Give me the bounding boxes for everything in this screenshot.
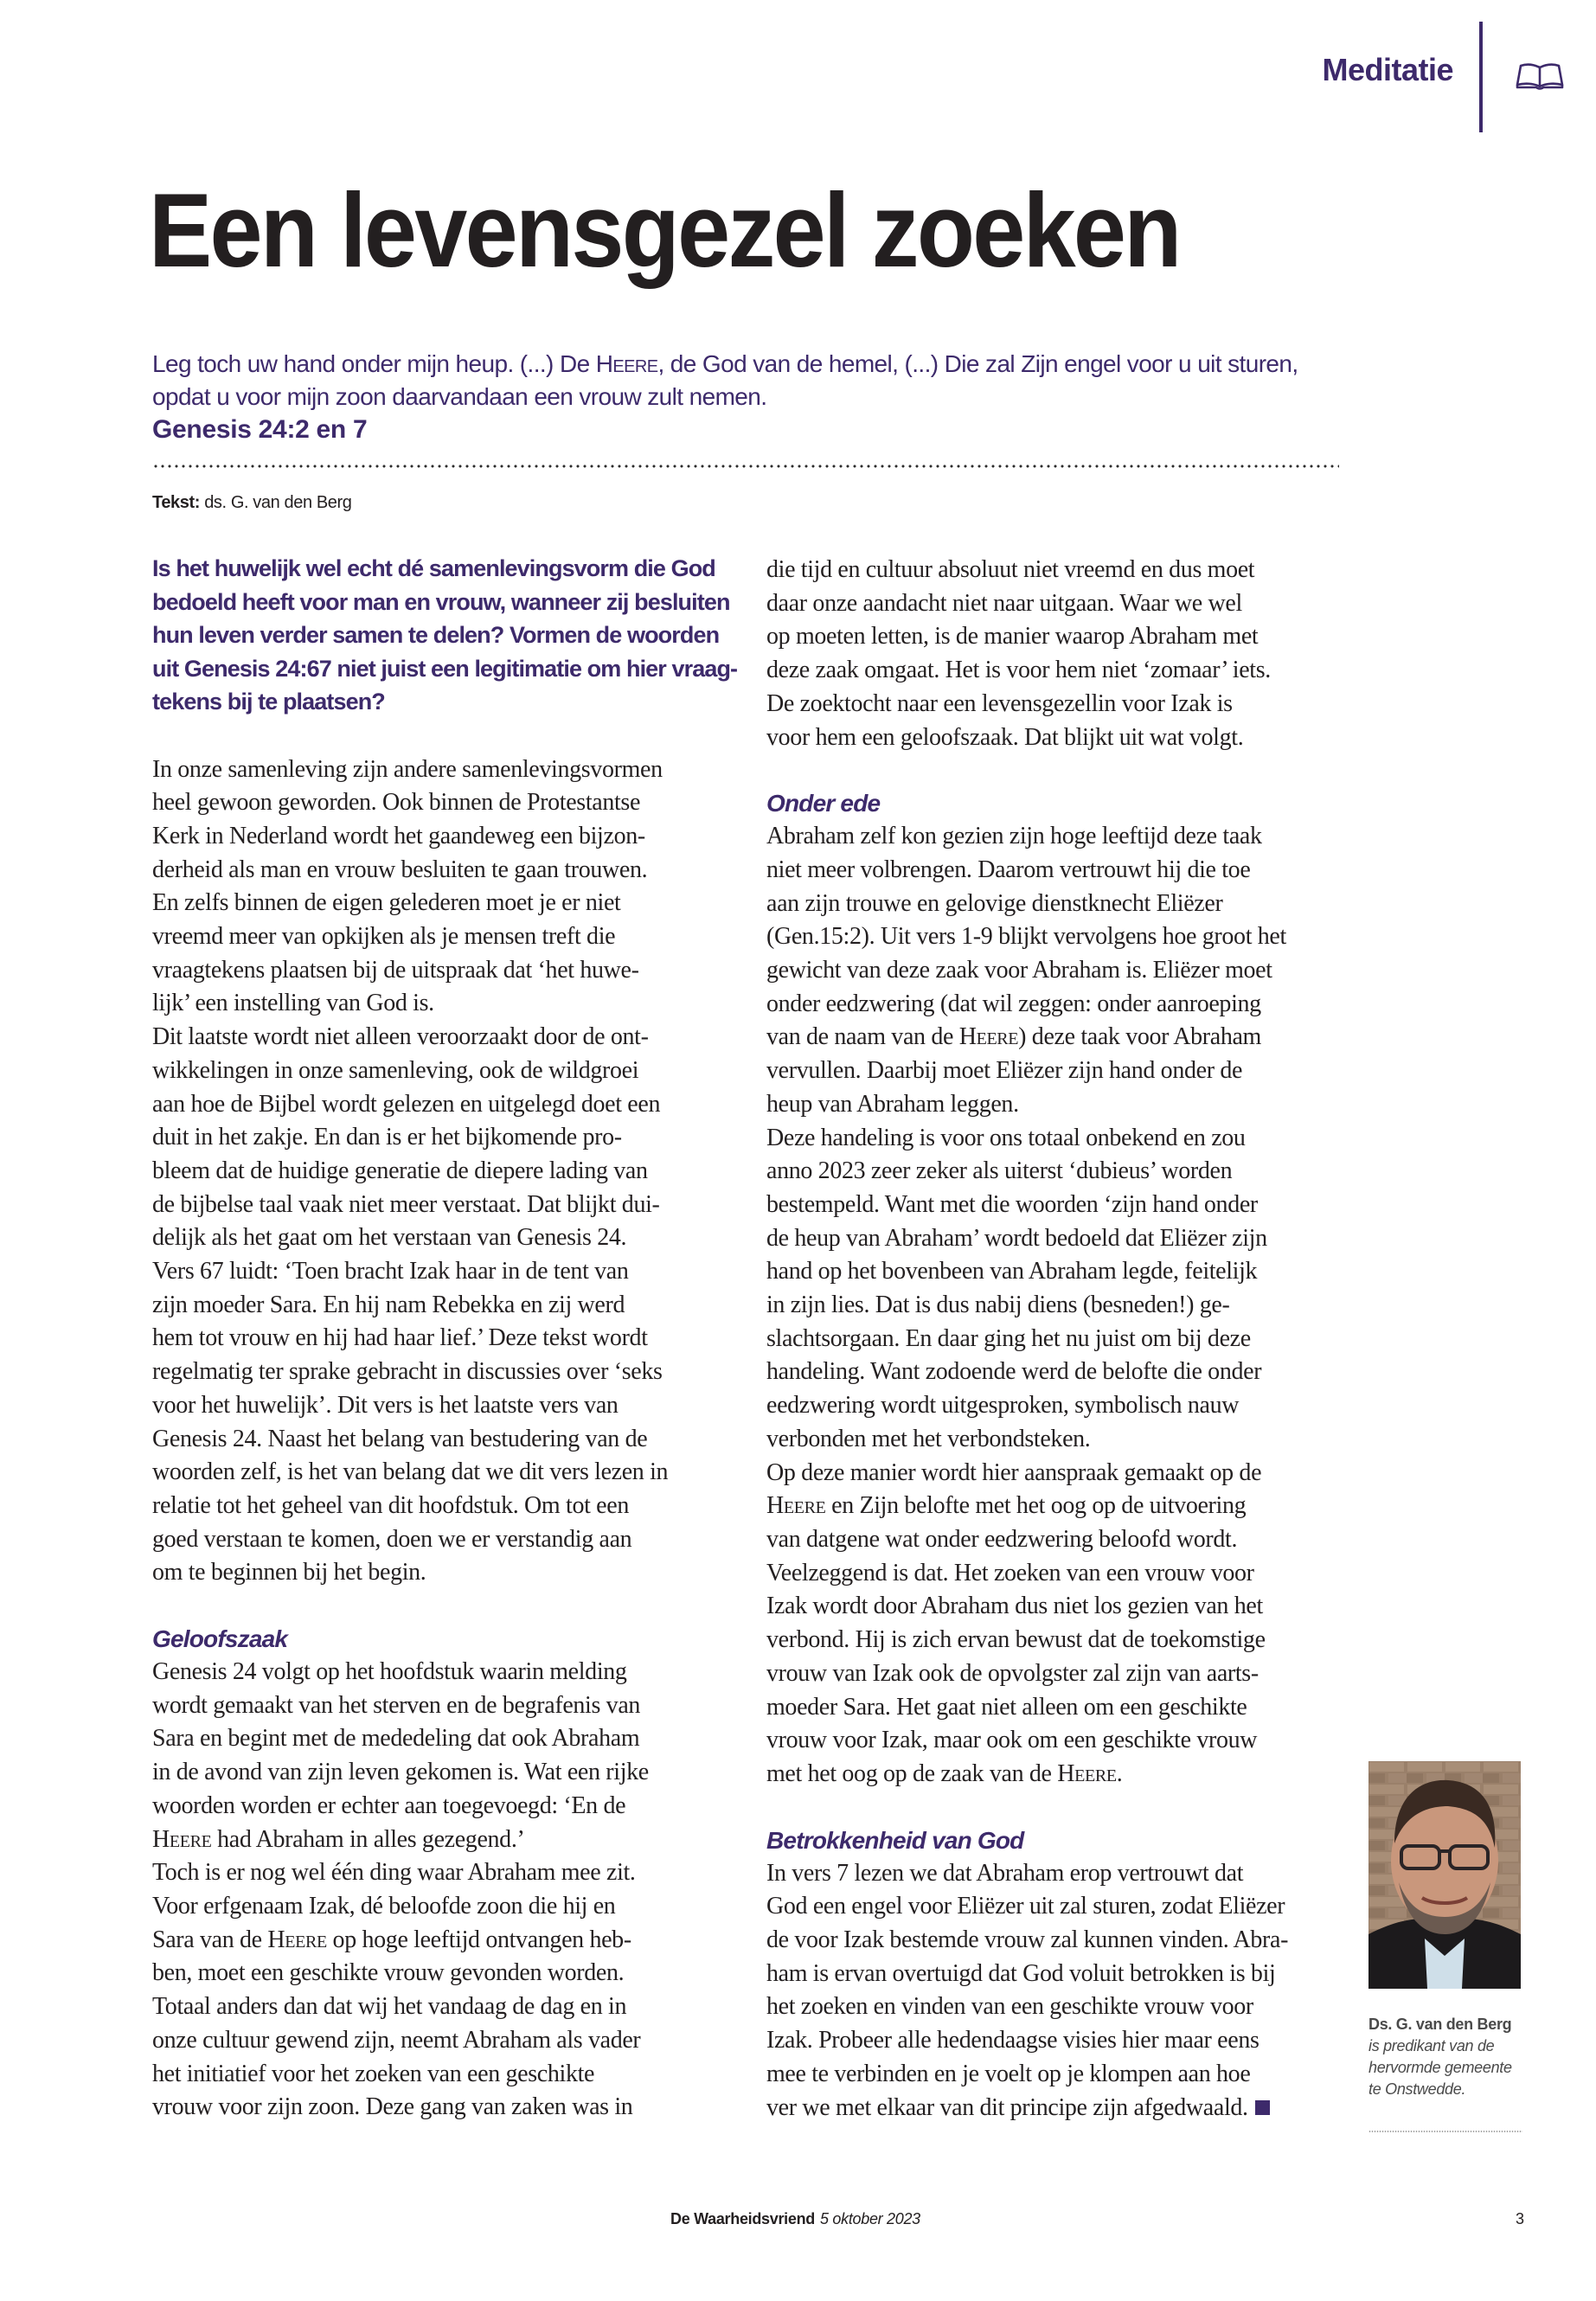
text-line: gewicht van deze zaak voor Abraham is. Eliëzer moet bbox=[766, 957, 1272, 984]
text-fragment: en Zijn belofte met het oog op de uitvoering bbox=[825, 1492, 1247, 1520]
text-line: (Gen.15:2). Uit vers 1-9 blijkt vervolgens hoe groot het bbox=[766, 923, 1286, 951]
text-line bbox=[766, 2092, 1346, 2125]
text-line: Genesis 24 volgt op het hoofdstuk waarin melding bbox=[152, 1658, 627, 1686]
text-line bbox=[766, 1490, 1346, 1523]
text-line: handeling. Want zodoende werd de belofte die onder bbox=[766, 1358, 1262, 1386]
text-fragment: . bbox=[1116, 1759, 1123, 1787]
text-line: in zijn lies. Dat is dus nabij diens (besneden!) ge- bbox=[766, 1292, 1230, 1319]
text-line: mee te verbinden en je voelt op je klompen aan hoe bbox=[766, 2060, 1251, 2087]
scripture-reference: Genesis 24:2 en 7 bbox=[152, 415, 368, 444]
paragraph-gap bbox=[766, 754, 1346, 787]
page-number: 3 bbox=[1516, 2210, 1525, 2227]
heere-smallcaps: Heere bbox=[267, 1926, 327, 1953]
body-paragraph bbox=[152, 753, 732, 1591]
text-line: Op deze manier wordt hier aanspraak gemaakt op de bbox=[766, 1458, 1262, 1486]
right-column bbox=[766, 554, 1346, 2125]
author-dotted-rule bbox=[1368, 2131, 1522, 2132]
text-line: de heup van Abraham’ wordt bedoeld dat Eliëzer zijn bbox=[766, 1224, 1267, 1252]
heere-smallcaps: Heere bbox=[766, 1492, 826, 1520]
text-fragment: ) deze taak voor Abraham bbox=[1018, 1023, 1261, 1051]
text-line: Deze handeling is voor ons totaal onbekend en zou bbox=[766, 1124, 1246, 1151]
text-line: aan zijn trouwe en gelovige dienstknecht Eliëzer bbox=[766, 889, 1223, 917]
section-label: Meditatie bbox=[1322, 52, 1453, 87]
text-line: om te beginnen bij het begin. bbox=[152, 1559, 426, 1586]
text-line: Totaal anders dan dat wij het vandaag de dag en in bbox=[152, 1993, 627, 2021]
text-line: bestempeld. Want met die woorden ‘zijn hand onder bbox=[766, 1190, 1258, 1218]
text-line: Genesis 24. Naast het belang van bestudering van de bbox=[152, 1425, 648, 1452]
text-line: ham is ervan overtuigd dat God voluit betrokken is bij bbox=[766, 1959, 1276, 1987]
issue-date: 5 oktober 2023 bbox=[820, 2210, 920, 2227]
text-line: hem tot vrouw en hij had haar lief.’ Deze tekst wordt bbox=[152, 1324, 648, 1352]
paragraph-gap bbox=[766, 1791, 1346, 1824]
byline-author: ds. G. van den Berg bbox=[204, 493, 352, 512]
text-line: Toch is er nog wel één ding waar Abraham mee zit. bbox=[152, 1859, 636, 1887]
text-line: verbond. Hij is zich ervan bewust dat de toekomstige bbox=[766, 1626, 1266, 1654]
text-line: aan hoe de Bijbel wordt gelezen en uitgelegd doet een bbox=[152, 1090, 661, 1118]
text-line: duit in het zakje. En dan is er het bijkomende pro- bbox=[152, 1124, 622, 1151]
publication-name: De Waarheidsvriend bbox=[670, 2210, 815, 2227]
text-line: Vers 67 luidt: ‘Toen bracht Izak haar in de tent van bbox=[152, 1258, 629, 1285]
text-line: regelmatig ter sprake gebracht in discussies over ‘seks bbox=[152, 1358, 663, 1386]
text-line bbox=[152, 1823, 732, 1857]
text-line: vrouw van Izak ook de opvolgster zal zijn van aarts- bbox=[766, 1659, 1259, 1687]
text-line: slachtsorgaan. En daar ging het nu juist om bij deze bbox=[766, 1324, 1251, 1352]
text-line: woorden zelf, is het van belang dat we dit vers lezen in bbox=[152, 1458, 669, 1486]
text-line: verbonden met het verbondsteken. bbox=[766, 1425, 1091, 1452]
text-line: niet meer volbrengen. Daarom vertrouwt hij die toe bbox=[766, 856, 1251, 883]
text-line: wordt gemaakt van het sterven en de begrafenis van bbox=[152, 1691, 641, 1719]
text-line: deze zaak omgaat. Het is voor hem niet ‘zomaar’ iets. bbox=[766, 657, 1271, 684]
text-line: het zoeken en vinden van een geschikte vrouw voor bbox=[766, 1993, 1253, 2021]
author-role: is predikant van de bbox=[1368, 2037, 1495, 2054]
byline-label: Tekst: bbox=[152, 493, 201, 512]
text-line: onze cultuur gewend zijn, neemt Abraham als vader bbox=[152, 2026, 641, 2054]
text-line: Veelzeggend is dat. Het zoeken van een vrouw voor bbox=[766, 1559, 1254, 1586]
text-line: lijk’ een instelling van God is. bbox=[152, 990, 434, 1017]
subheading-geloofszaak: Geloofszaak bbox=[152, 1625, 288, 1653]
text-line: delijk als het gaat om het verstaan van Genesis 24. bbox=[152, 1224, 627, 1252]
body-paragraph bbox=[152, 1656, 732, 2125]
text-line: woorden worden er echter aan toegevoegd: ‘En de bbox=[152, 1791, 626, 1819]
text-line: in de avond van zijn leven gekomen is. Wat een rijke bbox=[152, 1759, 649, 1786]
scripture-quote bbox=[152, 348, 1311, 413]
text-line: zijn moeder Sara. En hij nam Rebekka en zij werd bbox=[152, 1291, 625, 1318]
text-line: Dit laatste wordt niet alleen veroorzaakt door de ont- bbox=[152, 1023, 649, 1051]
body-paragraph bbox=[766, 554, 1346, 754]
page-footer bbox=[670, 2210, 920, 2228]
intro-line: hun leven verder samen te delen? Vormen de woorden bbox=[152, 622, 720, 648]
section-divider bbox=[1479, 22, 1483, 132]
text-line: vreemd meer van opkijken als je mensen treft die bbox=[152, 923, 616, 951]
heere-smallcaps: Heere bbox=[1057, 1759, 1117, 1787]
heere-smallcaps: Heere bbox=[595, 350, 658, 377]
intro-line: Is het huwelijk wel echt dé samenlevingsvorm die God bbox=[152, 555, 715, 581]
text-fragment: met het oog op de zaak van de bbox=[766, 1759, 1058, 1787]
text-line: moeder Sara. Het gaat niet alleen om een geschikte bbox=[766, 1693, 1247, 1721]
intro-line: bedoeld heeft voor man en vrouw, wanneer zij besluiten bbox=[152, 588, 730, 615]
text-line: En zelfs binnen de eigen gelederen moet je er niet bbox=[152, 889, 621, 917]
text-fragment: had Abraham in alles gezegend.’ bbox=[211, 1825, 525, 1853]
scripture-line-1 bbox=[152, 348, 1311, 381]
text-line: hand op het bovenbeen van Abraham legde, feitelijk bbox=[766, 1258, 1258, 1285]
end-of-article-square-icon bbox=[1255, 2100, 1270, 2115]
text-line: de voor Izak bestemde vrouw zal kunnen vinden. Abra- bbox=[766, 1926, 1289, 1954]
scripture-text: , de God van de hemel, (...) Die zal Zijn engel voor u uit sturen, bbox=[657, 350, 1298, 377]
text-line: Sara en begint met de mededeling dat ook Abraham bbox=[152, 1725, 640, 1753]
left-column bbox=[152, 552, 738, 2125]
body-paragraph bbox=[766, 1857, 1346, 2125]
text-line: relatie tot het geheel van dit hoofdstuk. Om tot een bbox=[152, 1491, 629, 1519]
body-paragraph bbox=[766, 820, 1346, 1791]
text-line: daar onze aandacht niet naar uitgaan. Waar we wel bbox=[766, 589, 1242, 617]
text-line: vervullen. Daarbij moet Eliëzer zijn hand onder de bbox=[766, 1057, 1243, 1085]
subheading-onder-ede: Onder ede bbox=[766, 790, 881, 817]
text-line: die tijd en cultuur absoluut niet vreemd en dus moet bbox=[766, 556, 1255, 583]
text-line: voor het huwelijk’. Dit vers is het laatste vers van bbox=[152, 1391, 619, 1419]
text-line bbox=[766, 1021, 1346, 1054]
author-caption bbox=[1368, 2014, 1533, 2100]
text-fragment: ver we met elkaar van dit principe zijn afgedwaald. bbox=[766, 2093, 1248, 2121]
text-line: derheid als man en vrouw besluiten te gaan trouwen. bbox=[152, 856, 648, 883]
text-line: de bijbelse taal vaak niet meer verstaat. Dat blijkt dui- bbox=[152, 1190, 660, 1218]
text-line: ben, moet een geschikte vrouw gevonden worden. bbox=[152, 1959, 625, 1987]
text-line: Izak wordt door Abraham dus niet los gezien van het bbox=[766, 1593, 1263, 1620]
text-line: God een engel voor Eliëzer uit zal sturen, zodat Eliëzer bbox=[766, 1893, 1285, 1920]
author-name: Ds. G. van den Berg bbox=[1368, 2016, 1512, 2033]
text-line: vraagtekens plaatsen bij de uitspraak dat ‘het huwe- bbox=[152, 956, 639, 984]
intro-line: uit Genesis 24:67 niet juist een legitimatie om hier vraag- bbox=[152, 655, 738, 682]
intro-line: tekens bij te plaatsen? bbox=[152, 689, 385, 715]
text-line: goed verstaan te komen, doen we er verstandig aan bbox=[152, 1525, 632, 1553]
paragraph-gap bbox=[152, 1590, 732, 1623]
text-line: Izak. Probeer alle hedendaagse visies hier maar eens bbox=[766, 2027, 1259, 2054]
text-line: heup van Abraham leggen. bbox=[766, 1090, 1019, 1118]
byline bbox=[152, 493, 351, 513]
text-line: bleem dat de huidige generatie de diepere lading van bbox=[152, 1157, 648, 1184]
text-line: De zoektocht naar een levensgezellin voor Izak is bbox=[766, 689, 1233, 717]
scripture-line-2: opdat u voor mijn zoon daarvandaan een vrouw zult nemen. bbox=[152, 383, 767, 410]
text-line: Voor erfgenaam Izak, dé beloofde zoon die hij en bbox=[152, 1893, 616, 1920]
heere-smallcaps: Heere bbox=[958, 1023, 1019, 1051]
text-line: vrouw voor Izak, maar ook om een geschikte vrouw bbox=[766, 1727, 1258, 1754]
text-line: vrouw voor zijn zoon. Deze gang van zaken was in bbox=[152, 2093, 633, 2121]
article-title: Een levensgezel zoeken bbox=[149, 171, 1180, 289]
author-portrait-photo bbox=[1368, 1761, 1521, 1989]
book-icon bbox=[1516, 62, 1564, 90]
text-line: In vers 7 lezen we dat Abraham erop vertrouwt dat bbox=[766, 1859, 1244, 1887]
author-role: te Onstwedde. bbox=[1368, 2080, 1466, 2098]
subheading-betrokkenheid-van-god: Betrokkenheid van God bbox=[766, 1826, 1024, 1854]
text-fragment: van de naam van de bbox=[766, 1023, 959, 1051]
text-line: Kerk in Nederland wordt het gaandeweg een bijzon- bbox=[152, 822, 645, 849]
text-line: wikkelingen in onze samenleving, ook de wildgroei bbox=[152, 1056, 639, 1084]
text-line: van datgene wat onder eedzwering beloofd wordt. bbox=[766, 1525, 1238, 1553]
intro-paragraph bbox=[152, 552, 738, 719]
text-fragment: op hoge leeftijd ontvangen heb- bbox=[326, 1926, 631, 1953]
scripture-text: Leg toch uw hand onder mijn heup. (...) De bbox=[152, 350, 596, 377]
text-line: voor hem een geloofszaak. Dat blijkt uit wat volgt. bbox=[766, 723, 1244, 751]
text-fragment: Sara van de bbox=[152, 1926, 268, 1953]
text-line: Abraham zelf kon gezien zijn hoge leeftijd deze taak bbox=[766, 823, 1262, 850]
text-line bbox=[152, 1924, 732, 1958]
text-line: heel gewoon geworden. Ook binnen de Protestantse bbox=[152, 789, 641, 817]
portrait-illustration bbox=[1368, 1761, 1521, 1989]
author-role: hervormde gemeente bbox=[1368, 2059, 1512, 2076]
heere-smallcaps: Heere bbox=[152, 1825, 212, 1853]
text-line: anno 2023 zeer zeker als uiterst ‘dubieus’ worden bbox=[766, 1157, 1233, 1185]
text-line: onder eedzwering (dat wil zeggen: onder aanroeping bbox=[766, 990, 1261, 1017]
text-line: op moeten letten, is de manier waarop Abraham met bbox=[766, 623, 1259, 651]
text-line: eedzwering wordt uitgesproken, symbolisch nauw bbox=[766, 1392, 1240, 1420]
text-line bbox=[766, 1758, 1346, 1791]
text-line: het initiatief voor het zoeken van een geschikte bbox=[152, 2060, 595, 2087]
text-line: In onze samenleving zijn andere samenlevingsvormen bbox=[152, 755, 663, 783]
dotted-divider bbox=[152, 465, 1339, 468]
